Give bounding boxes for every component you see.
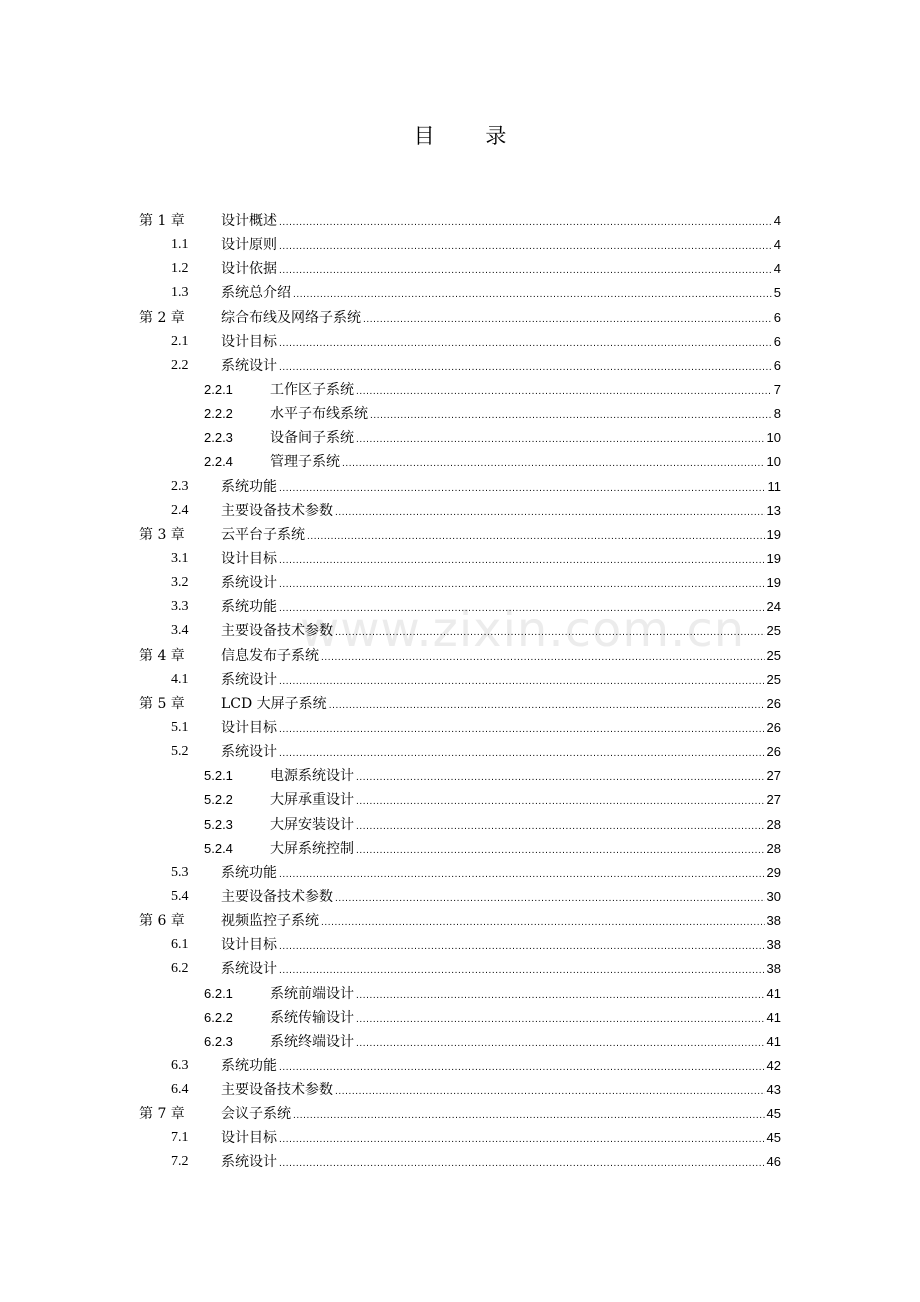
- toc-entry-line: [221, 571, 781, 597]
- toc-entry-page-number: 38: [766, 937, 781, 953]
- toc-entry-page-number: 6: [773, 309, 781, 325]
- toc-entry[interactable]: [0, 1078, 920, 1102]
- toc-entry[interactable]: [0, 547, 920, 571]
- toc-entry-title: 设计目标: [221, 333, 277, 350]
- toc-entry-number: 第 5 章: [139, 695, 185, 712]
- toc-entry-page-number: 7: [773, 381, 781, 397]
- toc-entry-line: [270, 1006, 781, 1032]
- toc-entry-page-number: 4: [773, 261, 781, 277]
- toc-entry[interactable]: [0, 378, 920, 402]
- toc-entry-number: 6.2.3: [204, 1033, 233, 1049]
- dot-leader: [279, 573, 765, 597]
- dot-leader: [342, 452, 765, 476]
- dot-leader: [279, 959, 765, 983]
- toc-entry-page-number: 26: [766, 744, 781, 760]
- toc-entry-number: 6.4: [171, 1082, 189, 1098]
- toc-entry-number: 1.2: [171, 261, 189, 277]
- toc-entry-number: 第 3 章: [139, 526, 185, 543]
- table-of-contents: [0, 209, 920, 1175]
- toc-entry[interactable]: [0, 1150, 920, 1174]
- toc-entry-line: [221, 619, 781, 645]
- toc-entry-line: [221, 1150, 781, 1176]
- toc-entry-page-number: 28: [766, 816, 781, 832]
- toc-entry-title: 系统终端设计: [270, 1033, 354, 1050]
- dot-leader: [356, 766, 765, 790]
- toc-entry-title: 设计目标: [221, 719, 277, 736]
- toc-entry-title: 系统功能: [221, 478, 277, 495]
- toc-entry-title: 系统设计: [221, 357, 277, 374]
- toc-entry-line: [270, 837, 781, 863]
- dot-leader: [279, 259, 772, 283]
- dot-leader: [356, 380, 772, 404]
- toc-entry-page-number: 38: [766, 961, 781, 977]
- toc-entry-line: [221, 644, 781, 670]
- toc-entry[interactable]: [0, 764, 920, 788]
- toc-entry-title: 信息发布子系统: [221, 647, 319, 664]
- toc-entry-number: 2.2.4: [204, 454, 233, 470]
- toc-entry-number: 5.1: [171, 719, 189, 735]
- toc-entry-number: 5.3: [171, 864, 189, 880]
- toc-entry-line: [270, 813, 781, 839]
- toc-entry-title: 系统设计: [221, 671, 277, 688]
- dot-leader: [279, 718, 765, 742]
- toc-entry[interactable]: [0, 982, 920, 1006]
- toc-entry-page-number: 5: [773, 285, 781, 301]
- toc-entry-page-number: 13: [766, 502, 781, 518]
- toc-entry-title: 设备间子系统: [270, 430, 354, 447]
- dot-leader: [335, 501, 765, 525]
- dot-leader: [356, 1008, 765, 1032]
- toc-entry-number: 2.4: [171, 502, 189, 518]
- dot-leader: [321, 911, 765, 935]
- toc-entry-page-number: 6: [773, 357, 781, 373]
- toc-entry-title: 主要设备技术参数: [221, 888, 333, 905]
- dot-leader: [279, 549, 765, 573]
- toc-entry-title: 大屏安装设计: [270, 816, 354, 833]
- toc-entry-number: 6.2: [171, 961, 189, 977]
- toc-entry-number: 7.1: [171, 1130, 189, 1146]
- toc-entry-title: 电源系统设计: [270, 768, 354, 785]
- toc-entry-number: 5.2.4: [204, 840, 233, 856]
- toc-entry-page-number: 43: [766, 1082, 781, 1098]
- toc-entry[interactable]: [0, 933, 920, 957]
- toc-entry-title: 云平台子系统: [221, 526, 305, 543]
- dot-leader: [279, 597, 765, 621]
- toc-entry-line: [221, 933, 781, 959]
- toc-entry-line: [270, 788, 781, 814]
- toc-entry-number: 5.2.1: [204, 768, 233, 784]
- dot-leader: [279, 670, 765, 694]
- dot-leader: [279, 356, 772, 380]
- dot-leader: [279, 211, 772, 235]
- toc-entry-page-number: 27: [766, 792, 781, 808]
- dot-leader: [293, 1104, 765, 1128]
- toc-entry[interactable]: [0, 330, 920, 354]
- toc-entry-title: 系统传输设计: [270, 1009, 354, 1026]
- toc-entry-number: 第 7 章: [139, 1106, 185, 1123]
- toc-entry-page-number: 45: [766, 1130, 781, 1146]
- toc-entry-page-number: 24: [766, 599, 781, 615]
- toc-entry-title: 综合布线及网络子系统: [221, 309, 361, 326]
- toc-entry-page-number: 30: [766, 888, 781, 904]
- toc-entry-page-number: 8: [773, 406, 781, 422]
- toc-entry-line: [221, 523, 781, 549]
- dot-leader: [279, 1128, 765, 1152]
- toc-entry-number: 6.2.2: [204, 1009, 233, 1025]
- dot-leader: [363, 308, 772, 332]
- dot-leader: [279, 477, 766, 501]
- toc-entry-page-number: 45: [766, 1106, 781, 1122]
- toc-entry-title: 设计目标: [221, 937, 277, 954]
- toc-entry[interactable]: [0, 233, 920, 257]
- toc-entry-page-number: 25: [766, 647, 781, 663]
- toc-entry-line: [221, 1102, 781, 1128]
- toc-entry-page-number: 6: [773, 333, 781, 349]
- toc-entry-line: [221, 909, 781, 935]
- dot-leader: [370, 404, 772, 428]
- toc-entry[interactable]: [0, 716, 920, 740]
- toc-entry-number: 5.2: [171, 744, 189, 760]
- toc-entry-page-number: 41: [766, 1033, 781, 1049]
- toc-entry[interactable]: [0, 571, 920, 595]
- dot-leader: [356, 1032, 765, 1056]
- toc-entry-line: [221, 1126, 781, 1152]
- toc-entry-line: [221, 885, 781, 911]
- toc-entry-line: [221, 499, 781, 525]
- toc-entry[interactable]: [0, 957, 920, 981]
- toc-entry-line: [221, 306, 781, 332]
- toc-entry[interactable]: [0, 1102, 920, 1126]
- toc-entry-line: [221, 475, 781, 501]
- toc-entry[interactable]: [0, 402, 920, 426]
- toc-entry[interactable]: [0, 1030, 920, 1054]
- toc-entry-title: 主要设备技术参数: [221, 502, 333, 519]
- dot-leader: [356, 984, 765, 1008]
- toc-entry-page-number: 4: [773, 213, 781, 228]
- toc-entry[interactable]: [0, 450, 920, 474]
- toc-entry-title: 系统功能: [221, 864, 277, 881]
- toc-entry-title: 大屏系统控制: [270, 840, 354, 857]
- toc-entry-line: [221, 257, 781, 283]
- toc-entry-title: LCD 大屏子系统: [221, 695, 327, 712]
- toc-entry-line: [270, 1030, 781, 1056]
- toc-entry-title: 设计目标: [221, 1130, 277, 1147]
- toc-entry-page-number: 10: [766, 430, 781, 446]
- toc-entry-page-number: 10: [766, 454, 781, 470]
- toc-entry-page-number: 28: [766, 840, 781, 856]
- toc-entry-line: [221, 547, 781, 573]
- toc-entry-line: [270, 982, 781, 1008]
- toc-entry-line: [221, 668, 781, 694]
- toc-entry-page-number: 25: [766, 671, 781, 687]
- dot-leader: [356, 790, 765, 814]
- toc-entry-line: [221, 354, 781, 380]
- toc-entry-page-number: 26: [766, 695, 781, 711]
- toc-entry-page-number: 19: [766, 526, 781, 542]
- toc-entry-number: 第 4 章: [139, 647, 185, 664]
- dot-leader: [279, 1056, 765, 1080]
- dot-leader: [293, 283, 772, 307]
- toc-entry-number: 第 6 章: [139, 913, 185, 930]
- toc-entry[interactable]: [0, 281, 920, 305]
- toc-entry[interactable]: [0, 644, 920, 668]
- toc-entry-page-number: 26: [766, 719, 781, 735]
- toc-entry[interactable]: [0, 1126, 920, 1150]
- dot-leader: [356, 428, 765, 452]
- toc-entry-title: 视频监控子系统: [221, 913, 319, 930]
- toc-entry-line: [221, 716, 781, 742]
- toc-entry-number: 第 1 章: [139, 213, 185, 229]
- toc-entry-line: [221, 957, 781, 983]
- toc-entry-title: 大屏承重设计: [270, 792, 354, 809]
- toc-entry-title: 系统总介绍: [221, 285, 291, 302]
- toc-entry-title: 系统设计: [221, 1154, 277, 1171]
- watermark: www.zixin.com.cn: [300, 602, 746, 658]
- toc-entry-page-number: 4: [773, 237, 781, 253]
- toc-entry[interactable]: [0, 837, 920, 861]
- toc-entry-line: [221, 861, 781, 887]
- toc-entry-line: [221, 692, 781, 718]
- dot-leader: [356, 815, 765, 839]
- dot-leader: [329, 694, 765, 718]
- toc-entry-page-number: 41: [766, 985, 781, 1001]
- toc-entry-title: 系统设计: [221, 575, 277, 592]
- toc-entry-number: 1.3: [171, 285, 189, 301]
- toc-entry-page-number: 38: [766, 913, 781, 929]
- toc-entry[interactable]: [0, 861, 920, 885]
- toc-entry-line: [270, 450, 781, 476]
- page-title: 目 录: [413, 124, 529, 148]
- toc-entry[interactable]: [0, 523, 920, 547]
- dot-leader: [335, 621, 765, 645]
- toc-entry[interactable]: [0, 426, 920, 450]
- dot-leader: [307, 525, 765, 549]
- toc-entry-title: 水平子布线系统: [270, 406, 368, 423]
- toc-entry-page-number: 19: [766, 575, 781, 591]
- toc-entry-title: 系统前端设计: [270, 985, 354, 1002]
- dot-leader: [356, 839, 765, 863]
- toc-entry-page-number: 25: [766, 623, 781, 639]
- toc-entry-line: [221, 209, 781, 235]
- toc-entry[interactable]: [0, 1054, 920, 1078]
- toc-entry-title: 系统功能: [221, 599, 277, 616]
- toc-entry[interactable]: [0, 499, 920, 523]
- toc-entry-number: 6.1: [171, 937, 189, 953]
- toc-entry[interactable]: [0, 692, 920, 716]
- toc-entry-number: 2.2.1: [204, 381, 233, 397]
- toc-entry-line: [221, 330, 781, 356]
- toc-entry-title: 设计依据: [221, 261, 277, 278]
- toc-entry-title: 管理子系统: [270, 454, 340, 471]
- toc-entry-number: 5.2.2: [204, 792, 233, 808]
- toc-entry-title: 系统设计: [221, 744, 277, 761]
- toc-entry-page-number: 41: [766, 1009, 781, 1025]
- toc-entry[interactable]: [0, 740, 920, 764]
- toc-entry[interactable]: [0, 306, 920, 330]
- toc-entry-line: [221, 1054, 781, 1080]
- toc-entry[interactable]: [0, 619, 920, 643]
- toc-entry[interactable]: [0, 209, 920, 233]
- toc-entry[interactable]: [0, 788, 920, 812]
- toc-entry-number: 1.1: [171, 237, 189, 253]
- toc-entry-number: 6.2.1: [204, 985, 233, 1001]
- toc-entry-line: [270, 378, 781, 404]
- toc-entry-line: [221, 1078, 781, 1104]
- toc-entry-number: 5.4: [171, 888, 189, 904]
- dot-leader: [279, 742, 765, 766]
- toc-entry-number: 2.2.2: [204, 406, 233, 422]
- toc-entry[interactable]: [0, 813, 920, 837]
- toc-entry[interactable]: [0, 1006, 920, 1030]
- toc-entry-number: 3.2: [171, 575, 189, 591]
- toc-entry-number: 2.2: [171, 357, 189, 373]
- toc-entry-page-number: 11: [767, 478, 781, 494]
- toc-entry[interactable]: [0, 475, 920, 499]
- toc-entry-title: 设计目标: [221, 550, 277, 567]
- toc-entry-number: 5.2.3: [204, 816, 233, 832]
- toc-entry[interactable]: [0, 885, 920, 909]
- toc-entry[interactable]: [0, 668, 920, 692]
- dot-leader: [279, 935, 765, 959]
- toc-entry-page-number: 19: [766, 550, 781, 566]
- toc-entry-number: 3.4: [171, 623, 189, 639]
- toc-entry-page-number: 29: [766, 864, 781, 880]
- toc-entry-line: [270, 764, 781, 790]
- toc-entry-line: [221, 281, 781, 307]
- toc-entry-line: [270, 402, 781, 428]
- dot-leader: [279, 332, 772, 356]
- toc-entry[interactable]: [0, 909, 920, 933]
- dot-leader: [321, 646, 765, 670]
- dot-leader: [335, 1080, 765, 1104]
- toc-entry-page-number: 46: [766, 1154, 781, 1170]
- dot-leader: [279, 235, 772, 259]
- toc-entry-line: [270, 426, 781, 452]
- toc-entry-title: 系统功能: [221, 1057, 277, 1074]
- toc-entry-title: 主要设备技术参数: [221, 623, 333, 640]
- toc-entry-title: 设计原则: [221, 237, 277, 254]
- toc-entry-number: 2.2.3: [204, 430, 233, 446]
- toc-entry-line: [221, 233, 781, 259]
- toc-entry-number: 6.3: [171, 1057, 189, 1073]
- toc-entry-number: 2.1: [171, 333, 189, 349]
- toc-entry-title: 会议子系统: [221, 1106, 291, 1123]
- toc-entry[interactable]: [0, 257, 920, 281]
- toc-entry-title: 主要设备技术参数: [221, 1082, 333, 1099]
- toc-entry-number: 7.2: [171, 1154, 189, 1170]
- dot-leader: [279, 863, 765, 887]
- dot-leader: [279, 1152, 765, 1176]
- toc-entry-number: 4.1: [171, 671, 189, 687]
- toc-entry-title: 设计概述: [221, 213, 277, 229]
- toc-entry-number: 第 2 章: [139, 309, 185, 326]
- toc-entry-page-number: 42: [766, 1057, 781, 1073]
- toc-entry-line: [221, 740, 781, 766]
- toc-entry-number: 3.1: [171, 550, 189, 566]
- toc-entry[interactable]: [0, 595, 920, 619]
- toc-entry-number: 3.3: [171, 599, 189, 615]
- toc-entry-title: 系统设计: [221, 961, 277, 978]
- toc-entry-title: 工作区子系统: [270, 381, 354, 398]
- toc-entry-line: [221, 595, 781, 621]
- dot-leader: [335, 887, 765, 911]
- toc-entry[interactable]: [0, 354, 920, 378]
- toc-entry-number: 2.3: [171, 478, 189, 494]
- toc-entry-page-number: 27: [766, 768, 781, 784]
